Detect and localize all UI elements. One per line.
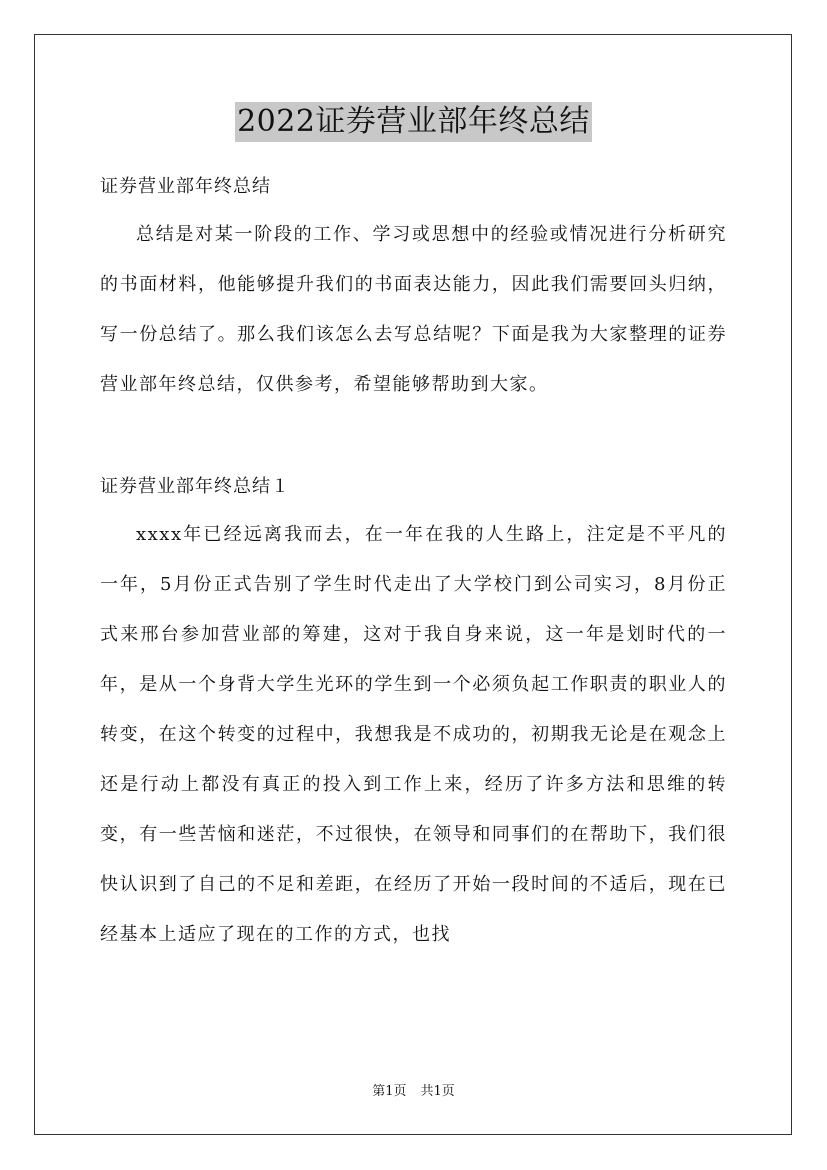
- intro-paragraph: 总结是对某一阶段的工作、学习或思想中的经验或情况进行分析研究的书面材料，他能够提升我们的书面表达能力，因此我们需要回头归纳，写一份总结了。那么我们该怎么去写总结呢？下面是我为大家整理的证券营业部年终总结，仅供参考，希望能够帮助到大家。: [100, 224, 727, 395]
- page-total: 共1页: [420, 1084, 455, 1099]
- page-footer: [0, 1083, 827, 1101]
- document-content: [100, 90, 727, 980]
- section-heading: 证券营业部年终总结１: [100, 476, 290, 497]
- document-title: 2022证券营业部年终总结: [235, 102, 592, 142]
- document-subtitle: 证券营业部年终总结: [100, 176, 271, 197]
- body-paragraph: xxxx年已经远离我而去，在一年在我的人生路上，注定是不平凡的一年，5月份正式告别了学生时代走出了大学校门到公司实习，8月份正式来邢台参加营业部的筹建，这对于我自身来说，这一年是划时代的一年，是从一个身背大学生光环的学生到一个必须负起工作职责的职业人的转变，在这个转变的过程中，我想我是不成功的，初期我无论是在观念上还是行动上都没有真正的投入到工作上来，经历了许多方法和思维的转变，有一些苦恼和迷茫，不过很快，在领导和同事们的在帮助下，我们很快认识到了自己的不足和差距，在经历了开始一段时间的不适后，现在已经基本上适应了现在的工作的方式，也找: [100, 524, 727, 945]
- page-number: 第1页: [372, 1084, 407, 1099]
- title-container: [100, 90, 727, 154]
